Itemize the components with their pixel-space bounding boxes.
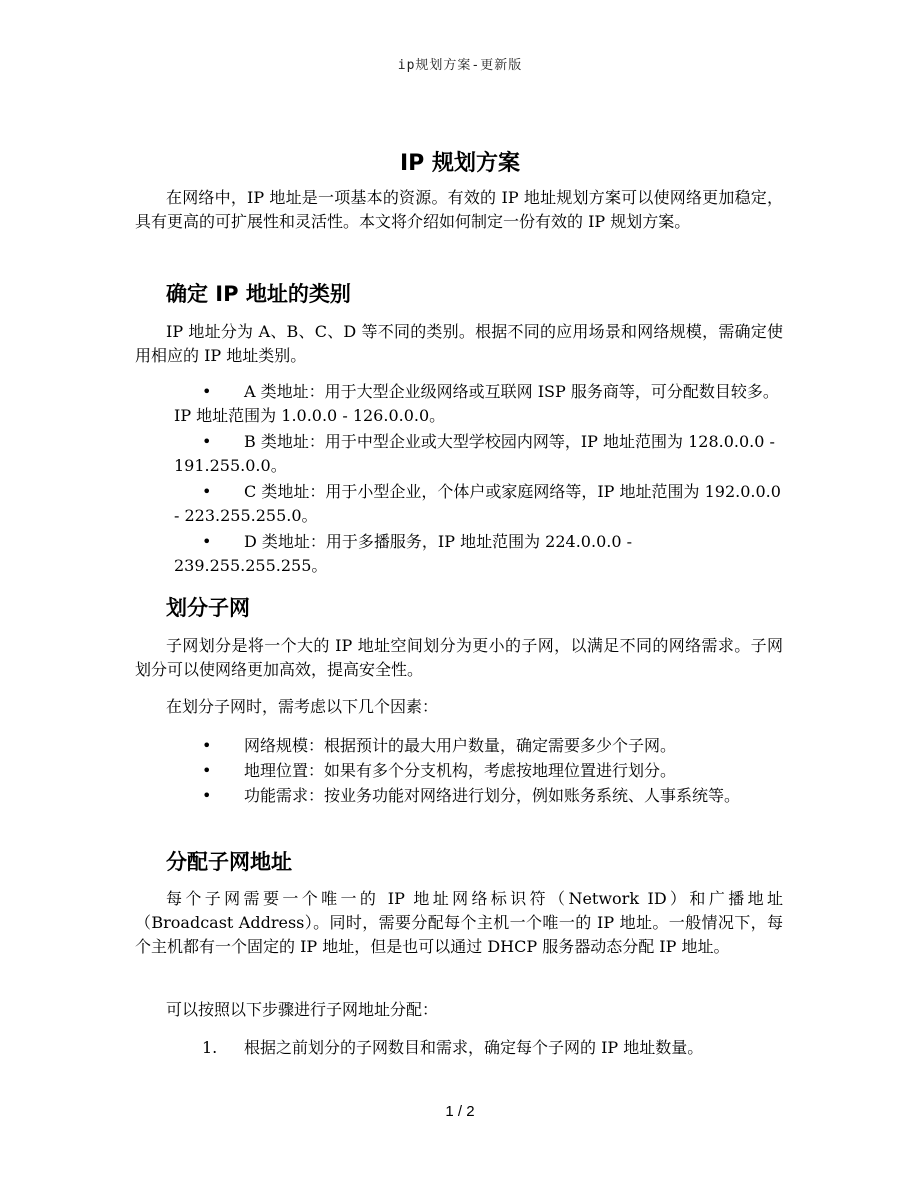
- bullet-icon: •: [202, 761, 212, 780]
- section-heading-ip-class: 确定 IP 地址的类别: [166, 282, 351, 306]
- list-item-text: 功能需求：按业务功能对网络进行划分，例如账务系统、人事系统等。: [244, 786, 741, 805]
- ip-class-paragraph: IP 地址分为 A、B、C、D 等不同的类别。根据不同的应用场景和网络规模，需确定使用相应的 IP 地址类别。: [135, 322, 783, 365]
- bullet-icon: •: [202, 482, 212, 501]
- list-item: [174, 530, 786, 578]
- list-item: [174, 430, 786, 478]
- page-header: ip规划方案-更新版: [397, 58, 523, 73]
- list-item-text: 根据之前划分的子网数目和需求，确定每个子网的 IP 地址数量。: [244, 1038, 704, 1057]
- subnet-address-paragraph: 每个子网需要一个唯一的 IP 地址网络标识符（Network ID）和广播地址（Broadcast Address）。同时，需要分配每个主机一个唯一的 IP 地址。一般情况下，每个主机都有一个固定的 IP 地址，但是也可以通过 DHCP 服务器动态分配 IP 地址。: [135, 889, 783, 956]
- list-item-text: A 类地址：用于大型企业级网络或互联网 ISP 服务商等，可分配数目较多。IP 地址范围为 1.0.0.0 - 126.0.0.0。: [174, 382, 779, 425]
- subnet-paragraph: 子网划分是将一个大的 IP 地址空间划分为更小的子网，以满足不同的网络需求。子网划分可以使网络更加高效，提高安全性。: [135, 636, 783, 679]
- steps-intro: 可以按照以下步骤进行子网地址分配：: [166, 1000, 439, 1019]
- bullet-icon: •: [202, 786, 212, 805]
- section-heading-subnet-address: 分配子网地址: [166, 850, 292, 874]
- list-item-text: 地理位置：如果有多个分支机构，考虑按地理位置进行划分。: [244, 761, 677, 780]
- list-item-text: D 类地址：用于多播服务，IP 地址范围为 224.0.0.0 - 239.255.255.255。: [174, 532, 633, 575]
- list-number: 1.: [202, 1038, 218, 1057]
- numbered-list-item: [174, 1036, 786, 1060]
- bullet-icon: •: [202, 432, 212, 451]
- section-heading-subnet: 划分子网: [166, 596, 250, 620]
- list-item: [174, 784, 786, 808]
- list-item: [174, 480, 786, 528]
- intro-paragraph: 在网络中，IP 地址是一项基本的资源。有效的 IP 地址规划方案可以使网络更加稳定，具有更高的可扩展性和灵活性。本文将介绍如何制定一份有效的 IP 规划方案。: [135, 188, 783, 231]
- page-number: 1 / 2: [445, 1103, 475, 1120]
- list-item: [174, 759, 786, 783]
- list-item-text: 网络规模：根据预计的最大用户数量，确定需要多少个子网。: [244, 736, 677, 755]
- list-item: [174, 734, 786, 758]
- bullet-icon: •: [202, 532, 212, 551]
- bullet-icon: •: [202, 382, 212, 401]
- subnet-factors-intro: 在划分子网时，需考虑以下几个因素：: [166, 697, 439, 716]
- list-item: [174, 380, 786, 428]
- document-title: IP 规划方案: [400, 151, 520, 176]
- list-item-text: C 类地址：用于小型企业，个体户或家庭网络等，IP 地址范围为 192.0.0.0 - 223.255.255.0。: [174, 482, 781, 525]
- bullet-icon: •: [202, 736, 212, 755]
- list-item-text: B 类地址：用于中型企业或大型学校园内网等，IP 地址范围为 128.0.0.0 - 191.255.0.0。: [174, 432, 775, 475]
